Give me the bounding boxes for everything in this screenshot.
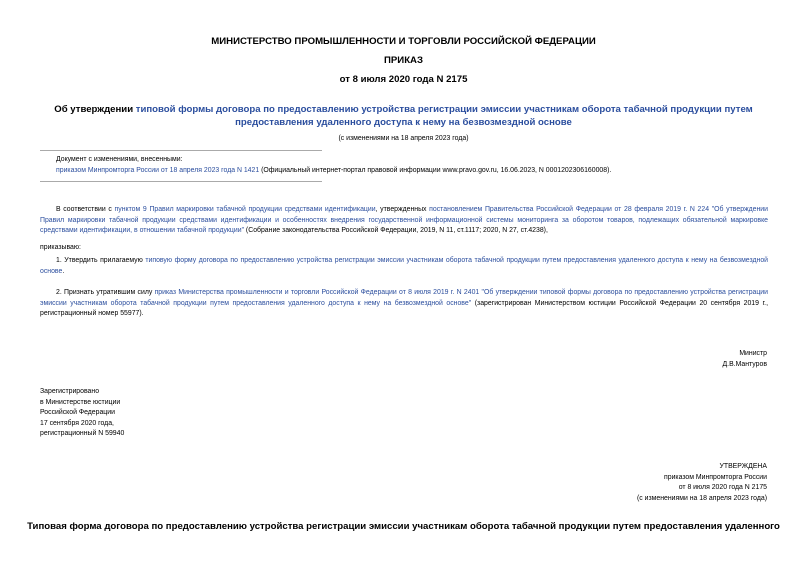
signature-name: Д.В.Мантуров (722, 360, 767, 368)
approval-line-1: УТВЕРЖДЕНА (719, 463, 767, 470)
amendment-source: (Официальный интернет-портал правовой информации www.pravo.gov.ru, 16.06.2023, N 0001202306160008). (259, 167, 612, 174)
item-2 (40, 288, 768, 320)
preamble-text-1: В соответствии с (56, 206, 115, 213)
registration-line-4: 17 сентября 2020 года, (40, 419, 114, 427)
preamble-text-3: (Собрание законодательства Российской Федерации, 2019, N 11, ст.1117; 2020, N 27, ст.4238), (244, 227, 548, 234)
ministry-heading: МИНИСТЕРСТВО ПРОМЫШЛЕННОСТИ И ТОРГОВЛИ РОССИЙСКОЙ ФЕДЕРАЦИИ (211, 36, 596, 47)
signature-block (567, 349, 767, 370)
rule-top (40, 150, 322, 151)
preamble-link-rules[interactable]: пунктом 9 Правил маркировки табачной продукции средствами идентификации (114, 206, 376, 213)
rule-bottom (40, 181, 322, 182)
approval-line-3: от 8 июля 2020 года N 2175 (678, 484, 767, 491)
document-title (28, 103, 779, 129)
approval-line-2: приказом Минпромторга России (664, 473, 767, 481)
signature-position: Министр (739, 350, 767, 357)
item-1-text: 1. Утвердить прилагаемую (56, 257, 146, 264)
amendment-link[interactable]: приказом Минпромторга России от 18 апреля 2023 года N 1421 (56, 167, 260, 174)
item-2-end: (зарегистрирован Министерством юстиции Российской Федерации 20 сентября 2019 г., регистрационный номер 55977). (40, 299, 768, 317)
item-1-link[interactable]: типовую форму договора по предоставлению устройства регистрации эмиссии участникам оборота табачной продукции путем предоставления удаленного доступа к нему на безвозмездной основе (40, 257, 769, 275)
registration-line-5: регистрационный N 59940 (40, 430, 125, 437)
amendments-note (56, 154, 776, 176)
date-number-heading: от 8 июля 2020 года N 2175 (339, 74, 468, 85)
preamble-link-decree[interactable]: постановлением Правительства Российской Федерации от 28 февраля 2019 г. N 224 "Об утверждении Правил маркировки табачной продукции средствами идентификации и особенностях внедрения государственной информационной системы мониторинга за оборотом товаров, подлежащих обязательной маркировке средствами идентификации, в отношении табачной продукции" (40, 206, 768, 234)
item-1-end: . (62, 267, 65, 275)
registration-line-3: Российской Федерации (40, 409, 115, 416)
title-prefix: Об утверждении (54, 104, 136, 115)
doc-type-heading: ПРИКАЗ (384, 55, 423, 66)
registration-line-1: Зарегистрировано (40, 388, 100, 395)
preamble-paragraph (40, 205, 768, 237)
title-link-suffix[interactable]: удаленного доступа к нему на безвозмездной основе (313, 117, 572, 128)
amendments-label: Документ с изменениями, внесенными: (56, 156, 183, 163)
item-1 (40, 256, 768, 277)
item-2-text: 2. Признать утратившим силу (56, 289, 155, 296)
preamble-text-2: , утвержденных (375, 206, 430, 213)
changes-note: (с изменениями на 18 апреля 2023 года) (338, 135, 469, 142)
registration-line-2: в Министерстве юстиции (40, 398, 121, 406)
approval-block (507, 462, 767, 504)
item-2-link[interactable]: приказ Министерства промышленности и торговли Российской Федерации от 8 июля 2019 г. N 2401 "Об утверждении типовой формы договора по предоставлению устройства регистрации эмиссии участникам оборота табачной продукции путем предоставления удаленного доступа к нему на безвозмездной основе" (40, 289, 769, 307)
registration-block (40, 387, 240, 440)
amendments-line (56, 165, 776, 176)
approval-line-4: (с изменениями на 18 апреля 2023 года) (637, 494, 767, 502)
annex-title: Типовая форма договора по предоставлению устройства регистрации эмиссии участникам оборота табачной продукции путем предоставления удаленного (27, 521, 780, 532)
title-link[interactable]: типовой формы договора по предоставлению устройства регистрации эмиссии участникам оборота табачной продукции путем предоставления (135, 104, 753, 128)
orders-label: приказываю: (40, 244, 81, 251)
